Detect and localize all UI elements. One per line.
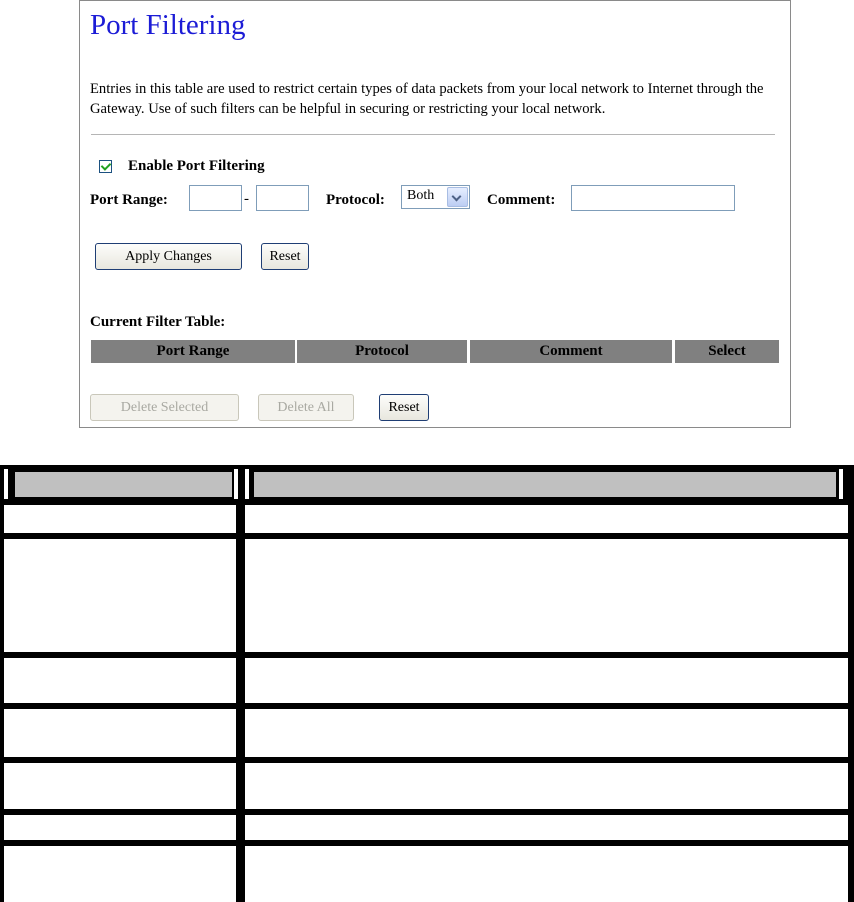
- table-cell: [4, 505, 236, 533]
- description-table: [0, 465, 854, 902]
- header-spacer: [4, 469, 8, 499]
- table-reset-button[interactable]: Reset: [379, 394, 429, 421]
- table-cell: [4, 539, 236, 652]
- current-filter-table: [91, 340, 779, 363]
- enable-port-filtering-checkbox[interactable]: [99, 160, 112, 173]
- enable-port-filtering-row: [99, 156, 265, 176]
- delete-all-button[interactable]: Delete All: [258, 394, 354, 421]
- delete-selected-button[interactable]: Delete Selected: [90, 394, 239, 421]
- protocol-selected-value: Both: [407, 188, 435, 203]
- chevron-down-icon[interactable]: [447, 187, 468, 207]
- port-range-to-input[interactable]: [256, 185, 309, 211]
- page-title: Port Filtering: [90, 9, 246, 41]
- column-header-select: Select: [675, 340, 779, 363]
- divider: [91, 134, 775, 135]
- table-cell: [245, 539, 848, 652]
- page-description: Entries in this table are used to restrict certain types of data packets from your local network to Internet through the Gateway. Use of such filters can be helpful in securing or restricting your local network.: [90, 81, 764, 117]
- table-cell: [245, 505, 848, 533]
- table-cell: [4, 763, 236, 809]
- comment-input[interactable]: [571, 185, 735, 211]
- enable-port-filtering-label: Enable Port Filtering: [128, 157, 265, 174]
- header-spacer: [839, 469, 843, 499]
- table-cell: [4, 815, 236, 840]
- table-cell: [4, 658, 236, 703]
- filter-form-row: [90, 185, 780, 213]
- comment-label: Comment:: [487, 192, 556, 208]
- port-range-from-input[interactable]: [189, 185, 242, 211]
- table-cell: [4, 846, 236, 902]
- table-cell: [245, 658, 848, 703]
- protocol-label: Protocol:: [326, 192, 385, 208]
- table-cell: [4, 709, 236, 757]
- table-cell: [245, 763, 848, 809]
- header-cell-left: [15, 472, 232, 497]
- apply-changes-button[interactable]: Apply Changes: [95, 243, 242, 270]
- column-header-protocol: Protocol: [297, 340, 467, 363]
- table-cell: [245, 815, 848, 840]
- header-spacer: [245, 469, 249, 499]
- column-header-comment: Comment: [470, 340, 672, 363]
- header-cell-right: [254, 472, 836, 497]
- port-range-separator: -: [244, 191, 249, 207]
- column-header-port-range: Port Range: [91, 340, 295, 363]
- port-filtering-screenshot: [79, 0, 791, 428]
- current-filter-table-title: Current Filter Table:: [90, 314, 226, 330]
- port-range-label: Port Range:: [90, 192, 168, 208]
- protocol-select[interactable]: [401, 185, 470, 209]
- table-cell: [245, 846, 848, 902]
- table-cell: [245, 709, 848, 757]
- form-reset-button[interactable]: Reset: [261, 243, 309, 270]
- header-spacer: [234, 469, 238, 499]
